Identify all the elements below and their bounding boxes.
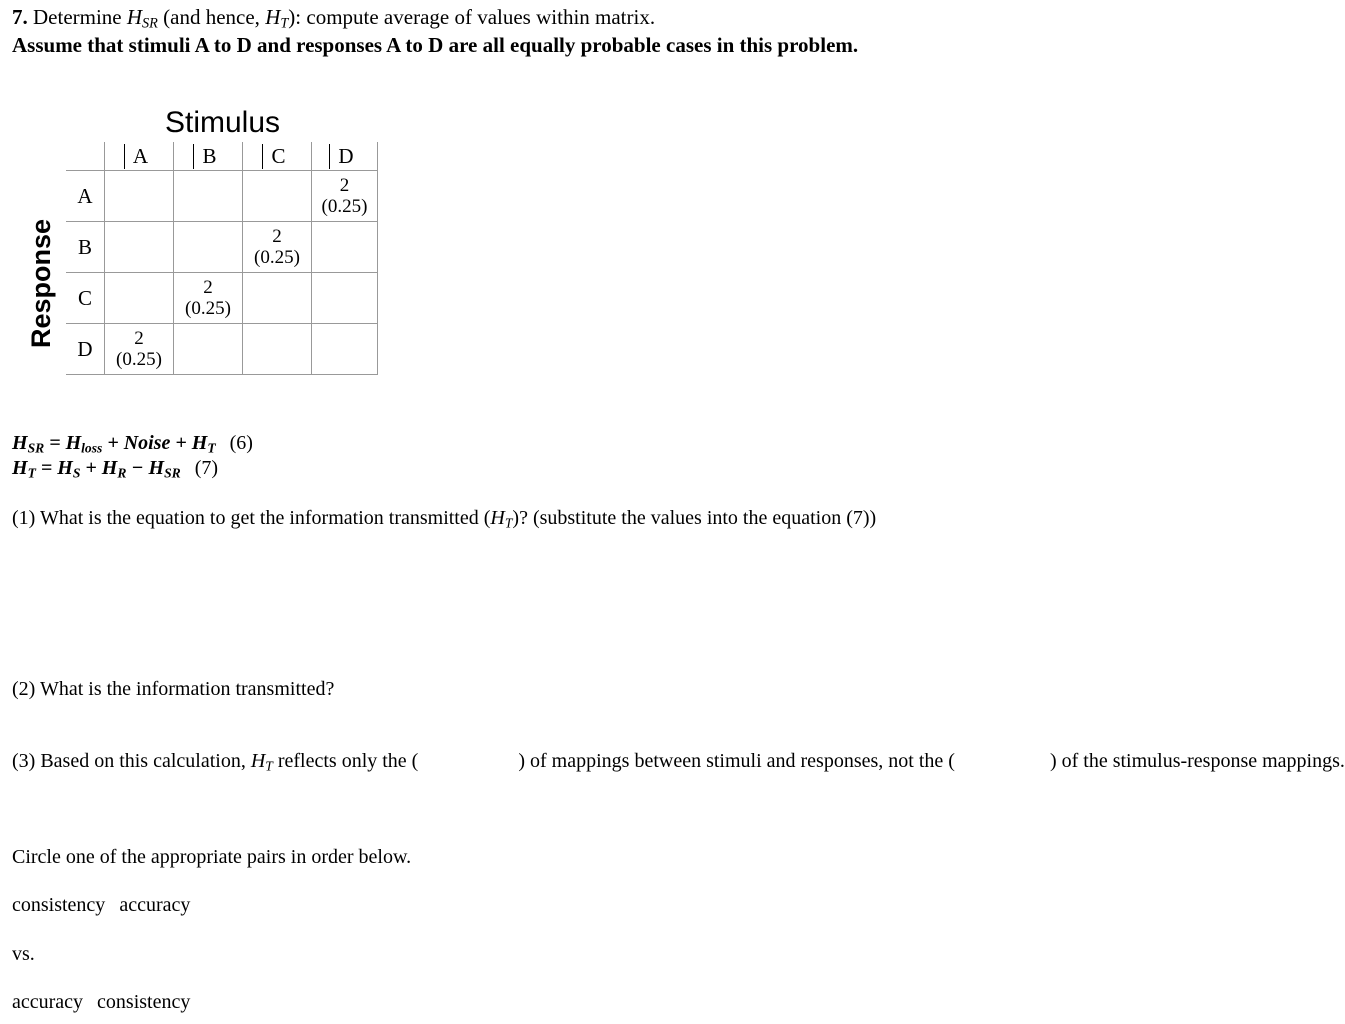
option-pair-1[interactable]: consistency accuracy bbox=[12, 894, 191, 916]
cell-value: 2 bbox=[272, 226, 282, 247]
matrix-cell bbox=[174, 273, 243, 324]
row-header-d: D bbox=[66, 324, 105, 375]
row-header-c: C bbox=[66, 273, 105, 324]
circle-instruction: Circle one of the appropriate pairs in order below. bbox=[12, 846, 412, 868]
matrix-cell bbox=[312, 324, 378, 375]
matrix-corner bbox=[66, 142, 105, 171]
vs-text: vs. bbox=[12, 943, 35, 965]
matrix-cell bbox=[312, 222, 378, 273]
option-pair-2[interactable]: accuracy consistency bbox=[12, 991, 191, 1013]
stimulus-response-matrix bbox=[66, 142, 378, 375]
matrix-cell bbox=[105, 273, 174, 324]
question-title: 7. Determine $H_{SR}$ (and hence, $H_T$): compute average of values within matrix. bbox=[12, 5, 656, 32]
matrix-cell bbox=[105, 324, 174, 375]
equation-6: $H_{SR} = H_{loss}$ + Noise + $H_T$ (6) bbox=[12, 432, 253, 456]
cell-prob: (0.25) bbox=[254, 247, 300, 268]
cell-value: 2 bbox=[203, 277, 213, 298]
matrix-cell bbox=[174, 222, 243, 273]
col-header-a: A bbox=[105, 142, 174, 171]
cell-value: 2 bbox=[134, 328, 144, 349]
matrix-cell bbox=[105, 171, 174, 222]
matrix-cell bbox=[174, 171, 243, 222]
cell-value: 2 bbox=[339, 175, 350, 196]
part-1-question: (1) What is the equation to get the information transmitted $(H_T)$? (substitute the values into the equation (7)) bbox=[12, 507, 877, 531]
part-3-question: (3) Based on this calculation, $H_T$ reflects only the ( ) of mappings between stimuli and responses, not the ( ) of the stimulus-response mappings. bbox=[12, 750, 1345, 774]
col-header-d: D bbox=[312, 142, 378, 171]
matrix-cell bbox=[312, 171, 378, 222]
cell-prob: (0.25) bbox=[185, 298, 231, 319]
matrix-cell bbox=[243, 324, 312, 375]
cell-prob: (0.25) bbox=[116, 349, 162, 370]
row-header-b: B bbox=[66, 222, 105, 273]
part-2-question: (2) What is the information transmitted? bbox=[12, 678, 335, 700]
cell-prob: (0.25) bbox=[321, 196, 368, 217]
col-header-b: B bbox=[174, 142, 243, 171]
stimulus-label: Stimulus bbox=[165, 106, 281, 139]
response-label: Response bbox=[26, 218, 56, 348]
col-header-c: C bbox=[243, 142, 312, 171]
matrix-cell bbox=[174, 324, 243, 375]
matrix-cell bbox=[105, 222, 174, 273]
question-number: 7. bbox=[12, 5, 28, 29]
assumption-text: Assume that stimuli A to D and responses A to D are all equally probable cases in this problem. bbox=[12, 33, 859, 57]
matrix-cell bbox=[312, 273, 378, 324]
matrix-cell bbox=[243, 273, 312, 324]
matrix-cell bbox=[243, 171, 312, 222]
row-header-a: A bbox=[66, 171, 105, 222]
equation-7: $H_T = H_S + H_R - H_{SR}$ (7) bbox=[12, 457, 219, 481]
matrix-cell bbox=[243, 222, 312, 273]
